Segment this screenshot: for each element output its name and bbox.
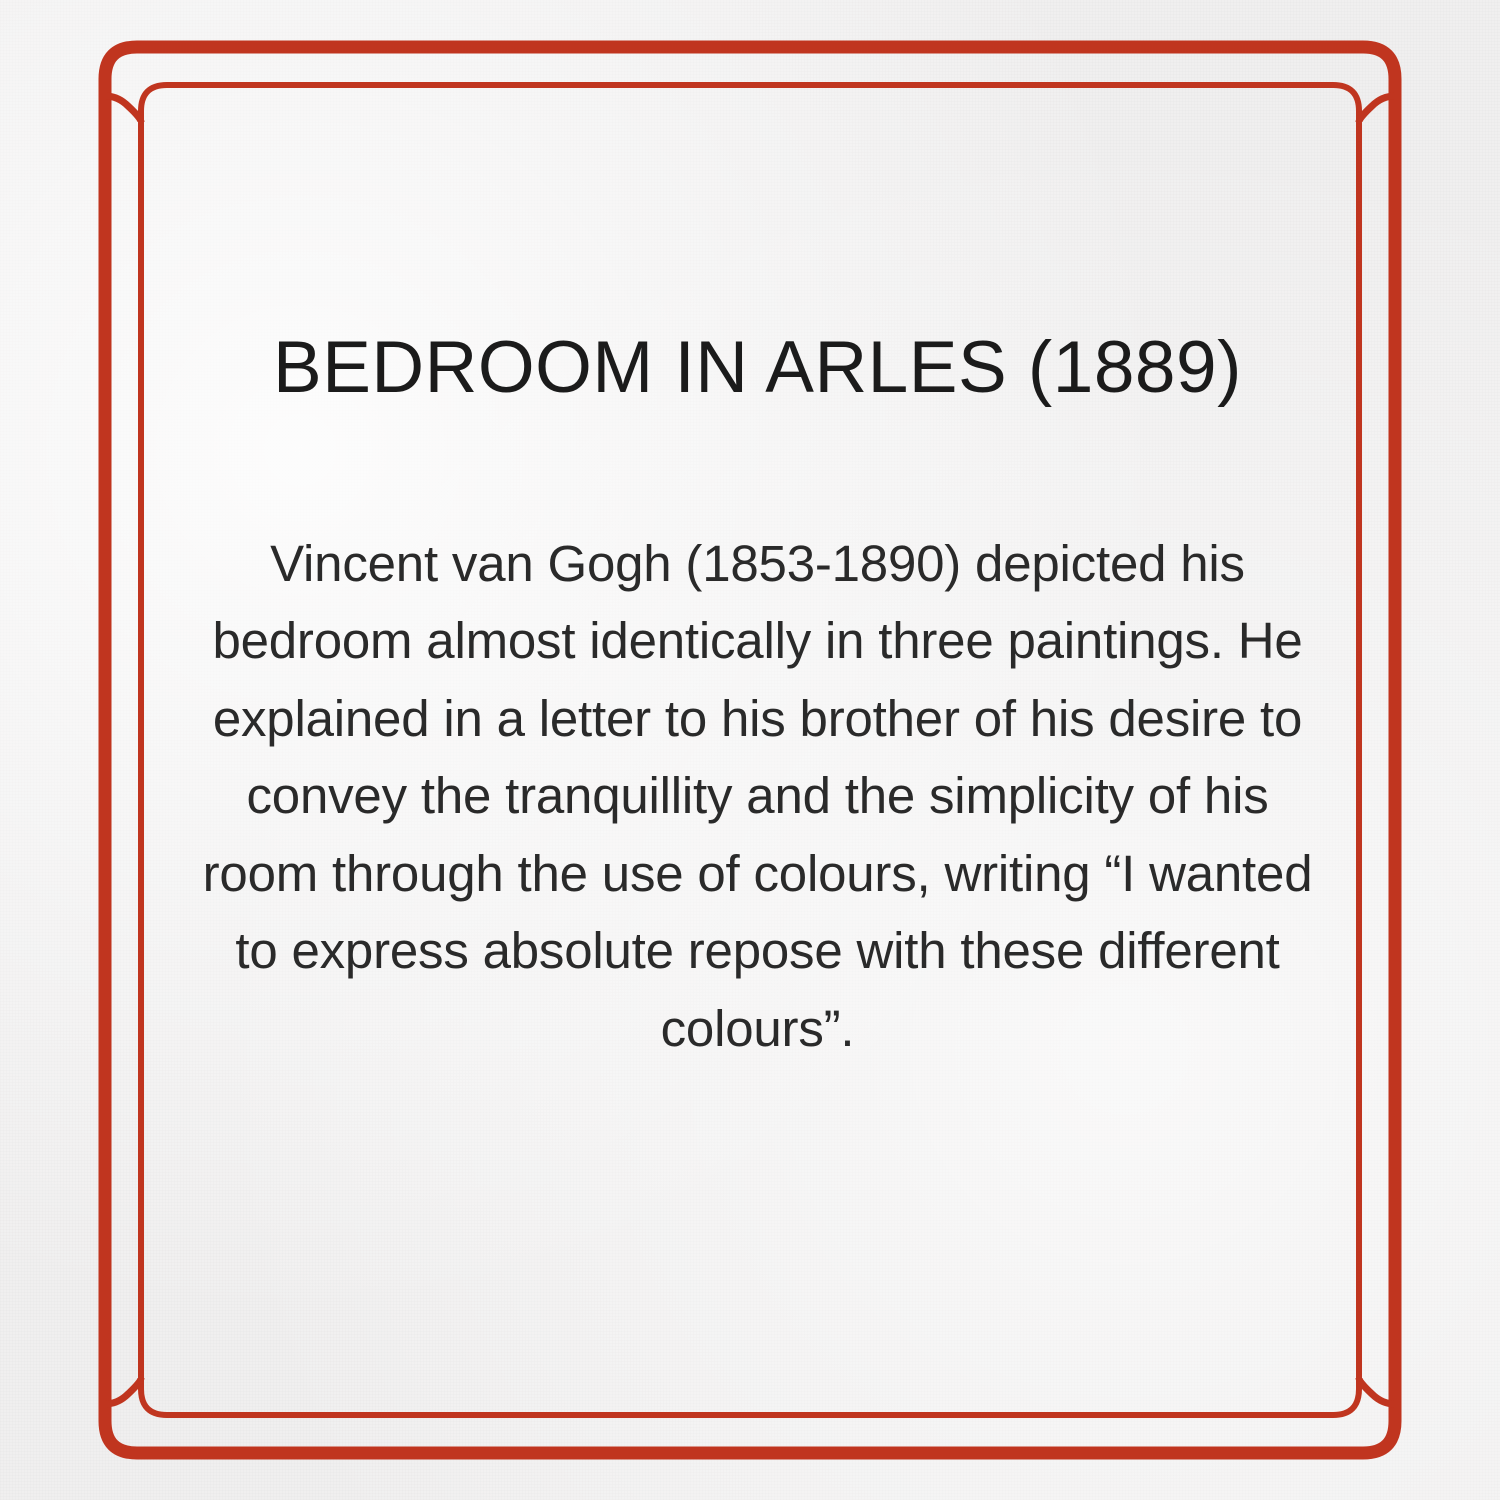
card-content xyxy=(195,327,1320,1118)
page-title: BEDROOM IN ARLES (1889) xyxy=(273,327,1242,408)
card-description: Vincent van Gogh (1853-1890) depicted his bedroom almost identically in three paintings. He explained in a letter to his brother of his desire to convey the tranquillity and the simplicity of his room through the use of colours, writing “I wanted to express absolute repose with these different colours”. xyxy=(202,534,1313,1057)
